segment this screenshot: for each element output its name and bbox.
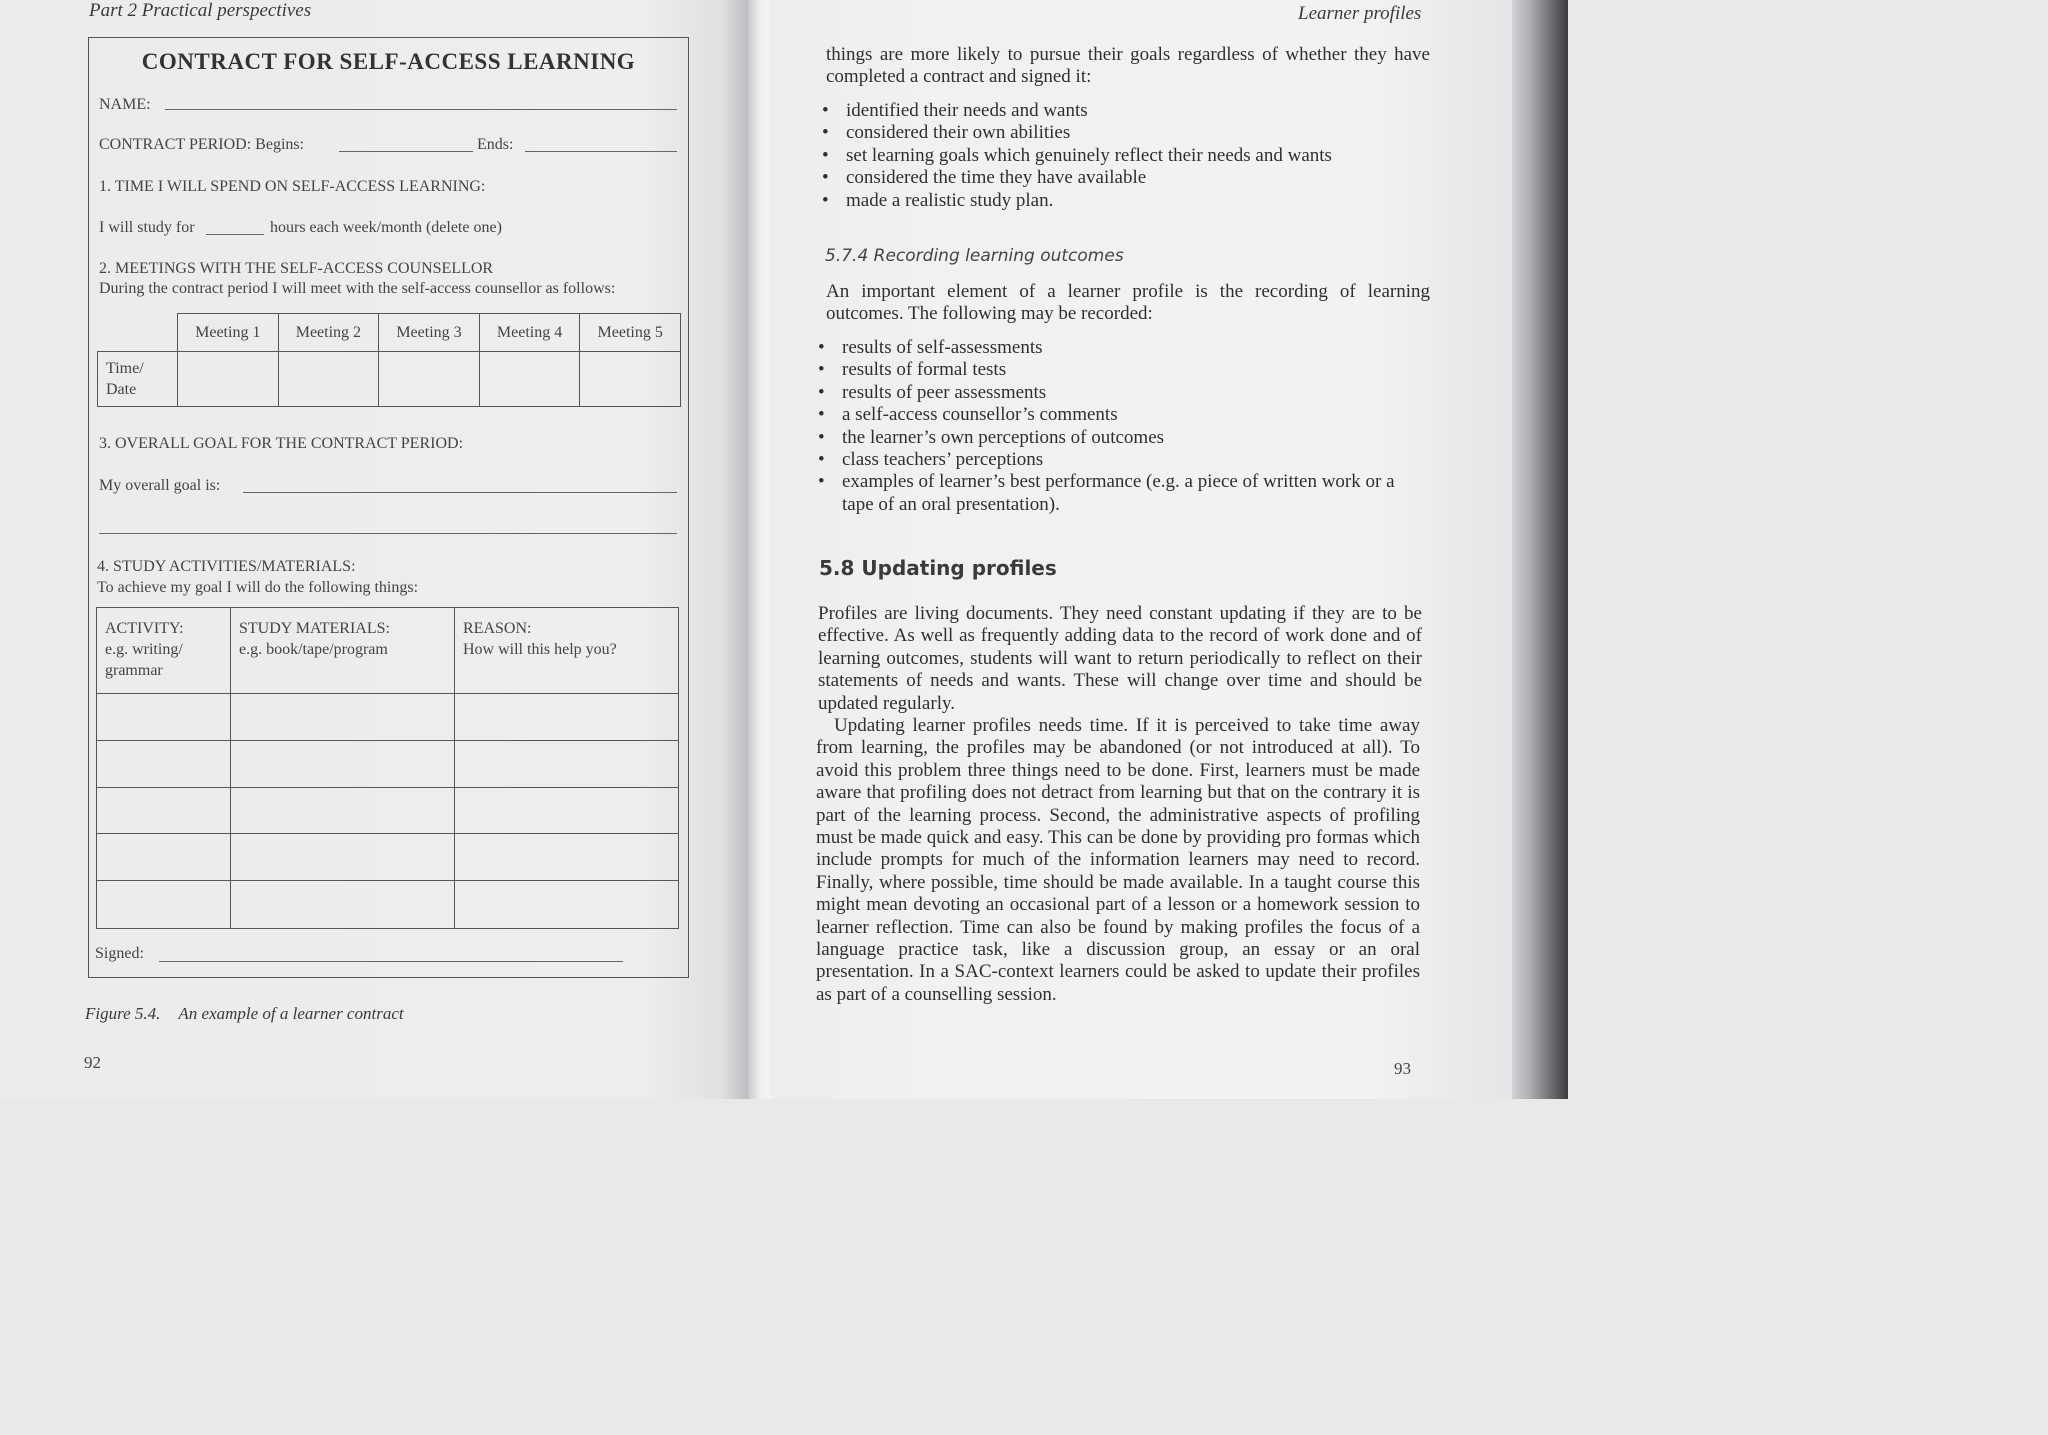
body-paragraph-2: Updating learner profiles needs time. If it is perceived to take time away from learning, the profiles may be abandoned (or not introduced at all). To avoid this problem three things need to be done. First, learners must be made aware that profiling does not detract from learning but that on the contrary it is part of the learning process. Second, the administrative aspects of profiling must be made quick and easy. This can be done by providing pro formas which include prompts for much of the information learners may need to record. Finally, where possible, time should be made available. In a taught course this might mean devoting an occasional part of a lesson or a homework session to learner reflection. Time can also be found by making profiles the focus of a language practice task, like a discussion group, an essay or an oral presentation. In a SAC-context learners could be asked to update their profiles as part of a counselling session. — [816, 715, 1420, 1005]
materials-row-cell — [231, 881, 455, 929]
bullet-item: • identified their needs and wants — [822, 100, 1432, 122]
reason-example: How will this help you? — [463, 641, 617, 658]
study-hours-suffix: hours each week/month (delete one) — [270, 219, 502, 236]
time-date-line-2: Date — [106, 381, 137, 398]
page-edge-shadow — [1512, 0, 1568, 1099]
materials-header — [231, 608, 455, 694]
reason-header — [455, 608, 679, 694]
materials-row-cell — [231, 834, 455, 881]
bullet-item: • results of self-assessments — [818, 337, 1428, 359]
bullet-item: • examples of learner’s best performance (e.g. a piece of written work or a tape of an oral presentation). — [818, 471, 1428, 516]
activity-row-cell — [97, 788, 231, 834]
reason-heading: REASON: — [463, 620, 532, 637]
meeting-4-cell — [479, 352, 580, 407]
activity-heading: ACTIVITY: — [105, 620, 184, 637]
meeting-5-header: Meeting 5 — [580, 314, 681, 352]
goal-line-1 — [243, 492, 677, 493]
section-1-heading: 1. TIME I WILL SPEND ON SELF-ACCESS LEARNING: — [99, 178, 486, 195]
bullet-item: • results of peer assessments — [818, 382, 1428, 404]
contract-period-label: CONTRACT PERIOD: Begins: — [99, 136, 305, 153]
needs-bullet-list — [822, 100, 1432, 212]
bullet-item: • class teachers’ perceptions — [818, 449, 1428, 471]
bullet-item: • set learning goals which genuinely reflect their needs and wants — [822, 145, 1432, 167]
reason-row-cell — [455, 834, 679, 881]
contract-form — [88, 37, 689, 978]
meeting-1-cell — [178, 352, 279, 407]
activity-example-1: e.g. writing/ — [105, 641, 183, 658]
page-number-right: 93 — [1394, 1059, 1411, 1078]
form-title: CONTRACT FOR SELF-ACCESS LEARNING — [141, 49, 636, 74]
intro-paragraph: things are more likely to pursue their goals regardless of whether they have completed a contract and signed it: — [826, 44, 1430, 88]
materials-row-cell — [231, 694, 455, 741]
materials-row-cell — [231, 788, 455, 834]
outcomes-bullet-list — [818, 337, 1428, 516]
activity-row-cell — [97, 694, 231, 741]
activity-row-cell — [97, 881, 231, 929]
materials-heading: STUDY MATERIALS: — [239, 620, 390, 637]
activity-header — [97, 608, 231, 694]
running-head-left: Part 2 Practical perspectives — [89, 0, 312, 21]
outcomes-paragraph: An important element of a learner profile is the recording of learning outcomes. The following may be recorded: — [826, 281, 1430, 325]
activity-row-cell — [97, 834, 231, 881]
meeting-4-header: Meeting 4 — [479, 314, 580, 352]
meetings-corner-cell — [98, 314, 178, 352]
ends-label: Ends: — [477, 136, 514, 153]
meetings-table — [97, 313, 681, 407]
reason-row-cell — [455, 881, 679, 929]
begins-line — [339, 151, 473, 152]
page-number-left: 92 — [84, 1053, 101, 1072]
section-3-heading: 3. OVERALL GOAL FOR THE CONTRACT PERIOD: — [99, 435, 464, 452]
section-heading: 5.8 Updating profiles — [819, 556, 1057, 580]
running-head-right: Learner profiles — [1298, 3, 1422, 24]
name-label: NAME: — [99, 96, 151, 113]
bullet-item: • considered the time they have available — [822, 167, 1432, 189]
time-date-line-1: Time/ — [106, 360, 144, 377]
name-line — [165, 109, 677, 110]
bullet-item: • the learner’s own perceptions of outcomes — [818, 427, 1428, 449]
reason-row-cell — [455, 788, 679, 834]
activity-row-cell — [97, 741, 231, 788]
bullet-item: • a self-access counsellor’s comments — [818, 404, 1428, 426]
reason-row-cell — [455, 741, 679, 788]
study-hours-prefix: I will study for — [99, 219, 195, 236]
time-date-label — [98, 352, 178, 407]
meeting-1-header: Meeting 1 — [178, 314, 279, 352]
meeting-3-header: Meeting 3 — [379, 314, 480, 352]
bullet-item: • results of formal tests — [818, 359, 1428, 381]
figure-caption-text: An example of a learner contract — [178, 1004, 404, 1023]
body-paragraph-1: Profiles are living documents. They need constant updating if they are to be effective. As well as frequently adding data to the record of work done and of learning outcomes, students will want to return periodically to reflect on their statements of needs and wants. These will change over time and should be updated regularly. — [818, 603, 1422, 714]
materials-row-cell — [231, 741, 455, 788]
study-hours-line — [206, 234, 264, 235]
materials-example: e.g. book/tape/program — [239, 641, 388, 658]
meeting-3-cell — [379, 352, 480, 407]
activity-example-2: grammar — [105, 662, 163, 679]
reason-row-cell — [455, 694, 679, 741]
ends-line — [525, 151, 677, 152]
figure-number: Figure 5.4. — [85, 1004, 161, 1023]
meeting-2-cell — [278, 352, 379, 407]
meeting-5-cell — [580, 352, 681, 407]
section-2-heading: 2. MEETINGS WITH THE SELF-ACCESS COUNSELLOR — [99, 260, 494, 277]
bullet-item: • made a realistic study plan. — [822, 190, 1432, 212]
section-4-heading: 4. STUDY ACTIVITIES/MATERIALS: — [97, 558, 356, 575]
signed-label: Signed: — [95, 945, 144, 962]
bullet-item: • considered their own abilities — [822, 122, 1432, 144]
subsection-heading: 5.7.4 Recording learning outcomes — [825, 246, 1124, 266]
section-2-text: During the contract period I will meet with the self-access counsellor as follows: — [99, 280, 616, 297]
goal-line-2 — [99, 533, 677, 534]
section-4-text: To achieve my goal I will do the following things: — [97, 579, 419, 596]
meeting-2-header: Meeting 2 — [278, 314, 379, 352]
signed-line — [159, 961, 623, 962]
activities-table — [96, 607, 679, 929]
figure-caption — [85, 1004, 404, 1024]
overall-goal-label: My overall goal is: — [99, 477, 221, 494]
